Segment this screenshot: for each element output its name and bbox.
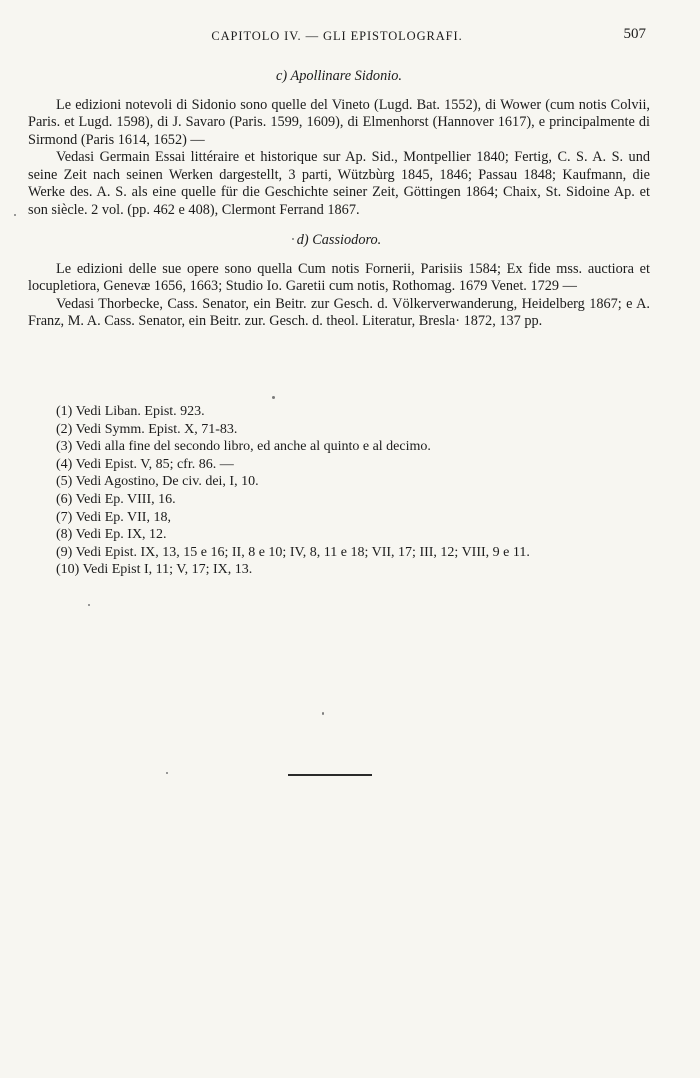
- footnote: (10) Vedi Epist I, 11; V, 17; IX, 13.: [56, 562, 253, 578]
- footnotes: [56, 403, 652, 579]
- section-cassiodoro: [28, 232, 650, 331]
- paragraph: Vedasi Thorbecke, Cass. Senator, ein Beitr. zur Gesch. d. Völkerverwanderung, Heidelberg 1867; e A. Franz, M. A. Cass. Senator, ein Beitr. zur. Gesch. d. theol. Literatur, Bresla· 1872, 137 pp.: [28, 295, 650, 329]
- footnote: (7) Vedi Ep. VII, 18,: [56, 509, 171, 525]
- ink-speck: [166, 772, 168, 774]
- ink-speck: [322, 712, 324, 715]
- footnote: (6) Vedi Ep. VIII, 16.: [56, 491, 176, 507]
- footnote: (5) Vedi Agostino, De civ. dei, I, 10.: [56, 474, 259, 490]
- running-head: [28, 26, 646, 46]
- section-heading: d) Cassiodoro.: [296, 232, 382, 248]
- page-number: 507: [623, 26, 646, 42]
- footnote: (9) Vedi Epist. IX, 13, 15 e 16; II, 8 e 10; IV, 8, 11 e 18; VII, 17; III, 12; VIII, 9 e 11.: [56, 544, 530, 560]
- paragraph: Le edizioni delle sue opere sono quella Cum notis Fornerii, Parisiis 1584; Ex fide mss. auctiora et locupletiora, Genevæ 1656, 1663; Studio Io. Garetii cum notis, Rothomag. 1679 Venet. 1729 —: [28, 260, 650, 294]
- ink-speck: [272, 396, 275, 399]
- footnote: (2) Vedi Symm. Epist. X, 71-83.: [56, 421, 238, 437]
- section-gap: [28, 219, 650, 232]
- ink-speck: [14, 214, 16, 216]
- main-text: [28, 68, 650, 331]
- ink-speck: [292, 238, 294, 240]
- ink-speck: [88, 604, 90, 606]
- section-sidonio: [28, 68, 650, 219]
- paragraph: Le edizioni notevoli di Sidonio sono quelle del Vineto (Lugd. Bat. 1552), di Wower (cum notis Colvii, Paris. et Lugd. 1598), di J. Savaro (Paris. 1599, 1609), di Elmenhorst (Hannover 1617), e principalmente di Sirmond (Paris 1614, 1652) —: [28, 96, 650, 148]
- footnote: (1) Vedi Liban. Epist. 923.: [56, 404, 205, 419]
- footnote: (8) Vedi Ep. IX, 12.: [56, 527, 167, 543]
- running-title: CAPITOLO IV. — GLI EPISTOLOGRAFI.: [211, 29, 463, 43]
- footnote: (4) Vedi Epist. V, 85; cfr. 86. —: [56, 456, 234, 472]
- section-heading: c) Apollinare Sidonio.: [276, 68, 402, 84]
- footnote: (3) Vedi alla fine del secondo libro, ed anche al quinto e al decimo.: [56, 439, 431, 455]
- end-rule: [288, 774, 372, 776]
- paragraph: Vedasi Germain Essai littéraire et historique sur Ap. Sid., Montpellier 1840; Fertig, C. S. A. S. und seine Zeit nach seinen Werken dargestellt, 3 parti, Wützbùrg 1845, 1846; Passau 1848; Kaufmann, die Werke des. A. S. als eine quelle für die Geschichte seiner Zeit, Göttingen 1864; Chaix, St. Sidoine Ap. et son siècle. 2 vol. (pp. 462 e 408), Clermont Ferrand 1867.: [28, 149, 650, 218]
